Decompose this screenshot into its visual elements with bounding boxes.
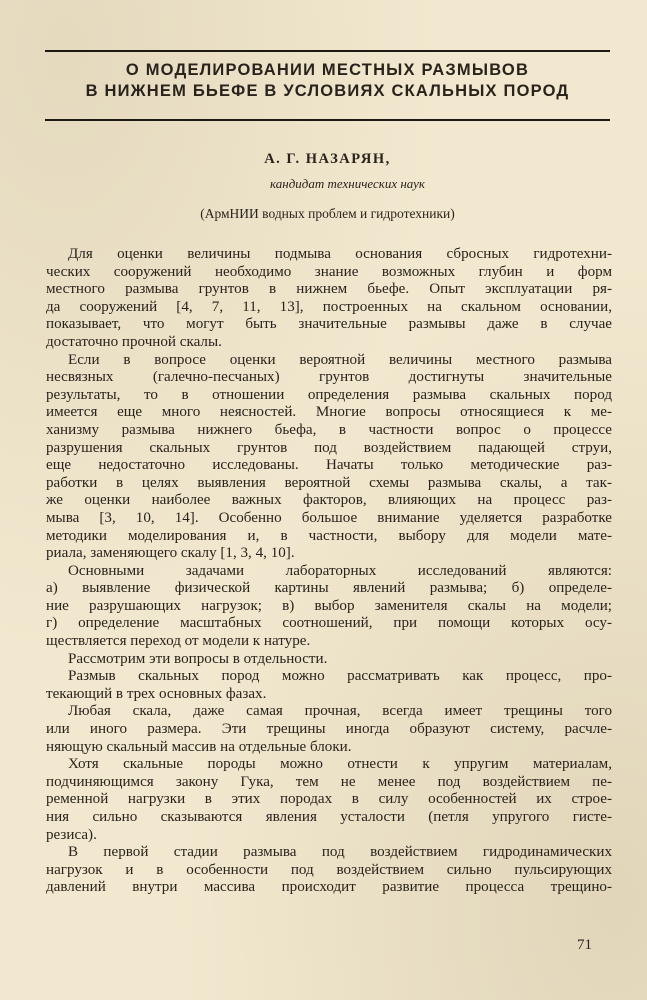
- text-line: а) выявление физической картины явлений размыва; б) определе-: [46, 580, 612, 597]
- title-line: О МОДЕЛИРОВАНИИ МЕСТНЫХ РАЗМЫВОВ: [125, 61, 530, 79]
- title-line: В НИЖНЕМ БЬЕФЕ В УСЛОВИЯХ СКАЛЬНЫХ ПОРОД: [85, 82, 570, 100]
- text-line: результаты, то в отношении определения размыва скальных пород: [46, 386, 612, 403]
- text-line: Рассмотрим эти вопросы в отдельности.: [68, 650, 328, 667]
- text-line: ния сильно сказываются явления усталости (петля упругого гисте-: [46, 809, 612, 825]
- text-line: Любая скала, даже самая прочная, всегда имеет трещины того: [68, 703, 612, 720]
- text-line: местного размыва грунтов в нижнем бьефе. Опыт эксплуатации ря-: [46, 281, 612, 298]
- text-line: нагрузок и в особенности под воздействием сильно пульсирующих: [46, 861, 612, 878]
- author-name: А. Г. НАЗАРЯН,: [264, 151, 391, 167]
- text-line: мыва [3, 10, 14]. Особенно большое внимание уделяется разработке: [46, 509, 612, 526]
- text-line: же оценки наиболее важных факторов, влияющих на процесс раз-: [46, 492, 612, 509]
- text-line: ществляется переход от модели к натуре.: [46, 633, 311, 650]
- text-line: методики моделирования и, в частности, выбору для модели мате-: [46, 527, 612, 544]
- text-line: ние разрушающих нагрузок; в) выбор заменителя скалы на модели;: [46, 597, 612, 614]
- text-line: несвязных (галечно-песчаных) грунтов достигнуты значительные: [46, 369, 612, 386]
- text-line: резиса).: [46, 826, 97, 843]
- text-line: ческих сооружений необходимо знание возможных глубин и форм: [46, 263, 612, 280]
- page-number: 71: [577, 937, 592, 953]
- text-line: давлений внутри массива происходит развитие процесса трещино-: [46, 879, 612, 896]
- text-line: няющую скальный массив на отдельные блоки.: [46, 738, 352, 755]
- text-line: Основными задачами лабораторных исследований являются:: [68, 562, 612, 579]
- text-line: показывает, что могут быть значительные размывы даже в случае: [46, 316, 612, 333]
- text-line: имеется еще много неясностей. Многие вопросы относящиеся к ме-: [46, 404, 612, 421]
- text-line: ханизму размыва нижнего бьефа, в частности вопрос о процессе: [46, 421, 612, 438]
- text-line: В первой стадии размыва под воздействием гидродинамических: [68, 844, 612, 861]
- text-line: Хотя скальные породы можно отнести к упругим материалам,: [68, 756, 612, 773]
- text-line: разрушения скальных грунтов под воздействием падающей струи,: [46, 439, 612, 456]
- text-line: или иного размера. Эти трещины иногда образуют систему, расчле-: [46, 721, 612, 738]
- text-line: да сооружений [4, 7, 11, 13], построенных на скальном основании,: [46, 298, 612, 315]
- text-line: достаточно прочной скалы.: [46, 333, 222, 350]
- article-title: [45, 60, 610, 102]
- text-line: Если в вопросе оценки вероятной величины местного размыва: [68, 351, 612, 368]
- bottom-rule: [45, 119, 610, 121]
- text-line: риала, заменяющего скалу [1, 3, 4, 10].: [46, 545, 295, 562]
- body-text: [46, 246, 612, 897]
- text-line: работки в целях выявления вероятной схемы размыва скалы, а так-: [46, 474, 612, 491]
- top-rule: [45, 50, 610, 52]
- text-line: ременной нагрузки в этих породах в силу особенностей их строе-: [46, 791, 612, 808]
- text-line: еще недостаточно исследованы. Начаты только методические раз-: [46, 457, 612, 474]
- text-line: текающий в трех основных фазах.: [46, 685, 267, 702]
- author-institution: (АрмНИИ водных проблем и гидротехники): [200, 206, 455, 221]
- text-line: г) определение масштабных соотношений, при помощи которых осу-: [46, 615, 612, 632]
- author-degree: кандидат технических наук: [269, 176, 425, 191]
- text-line: Размыв скальных пород можно рассматривать как процесс, про-: [68, 668, 612, 685]
- text-line: подчиняющимся закону Гука, тем не менее под воздействием пе-: [46, 773, 612, 790]
- text-line: Для оценки величины подмыва основания сбросных гидротехни-: [68, 246, 612, 262]
